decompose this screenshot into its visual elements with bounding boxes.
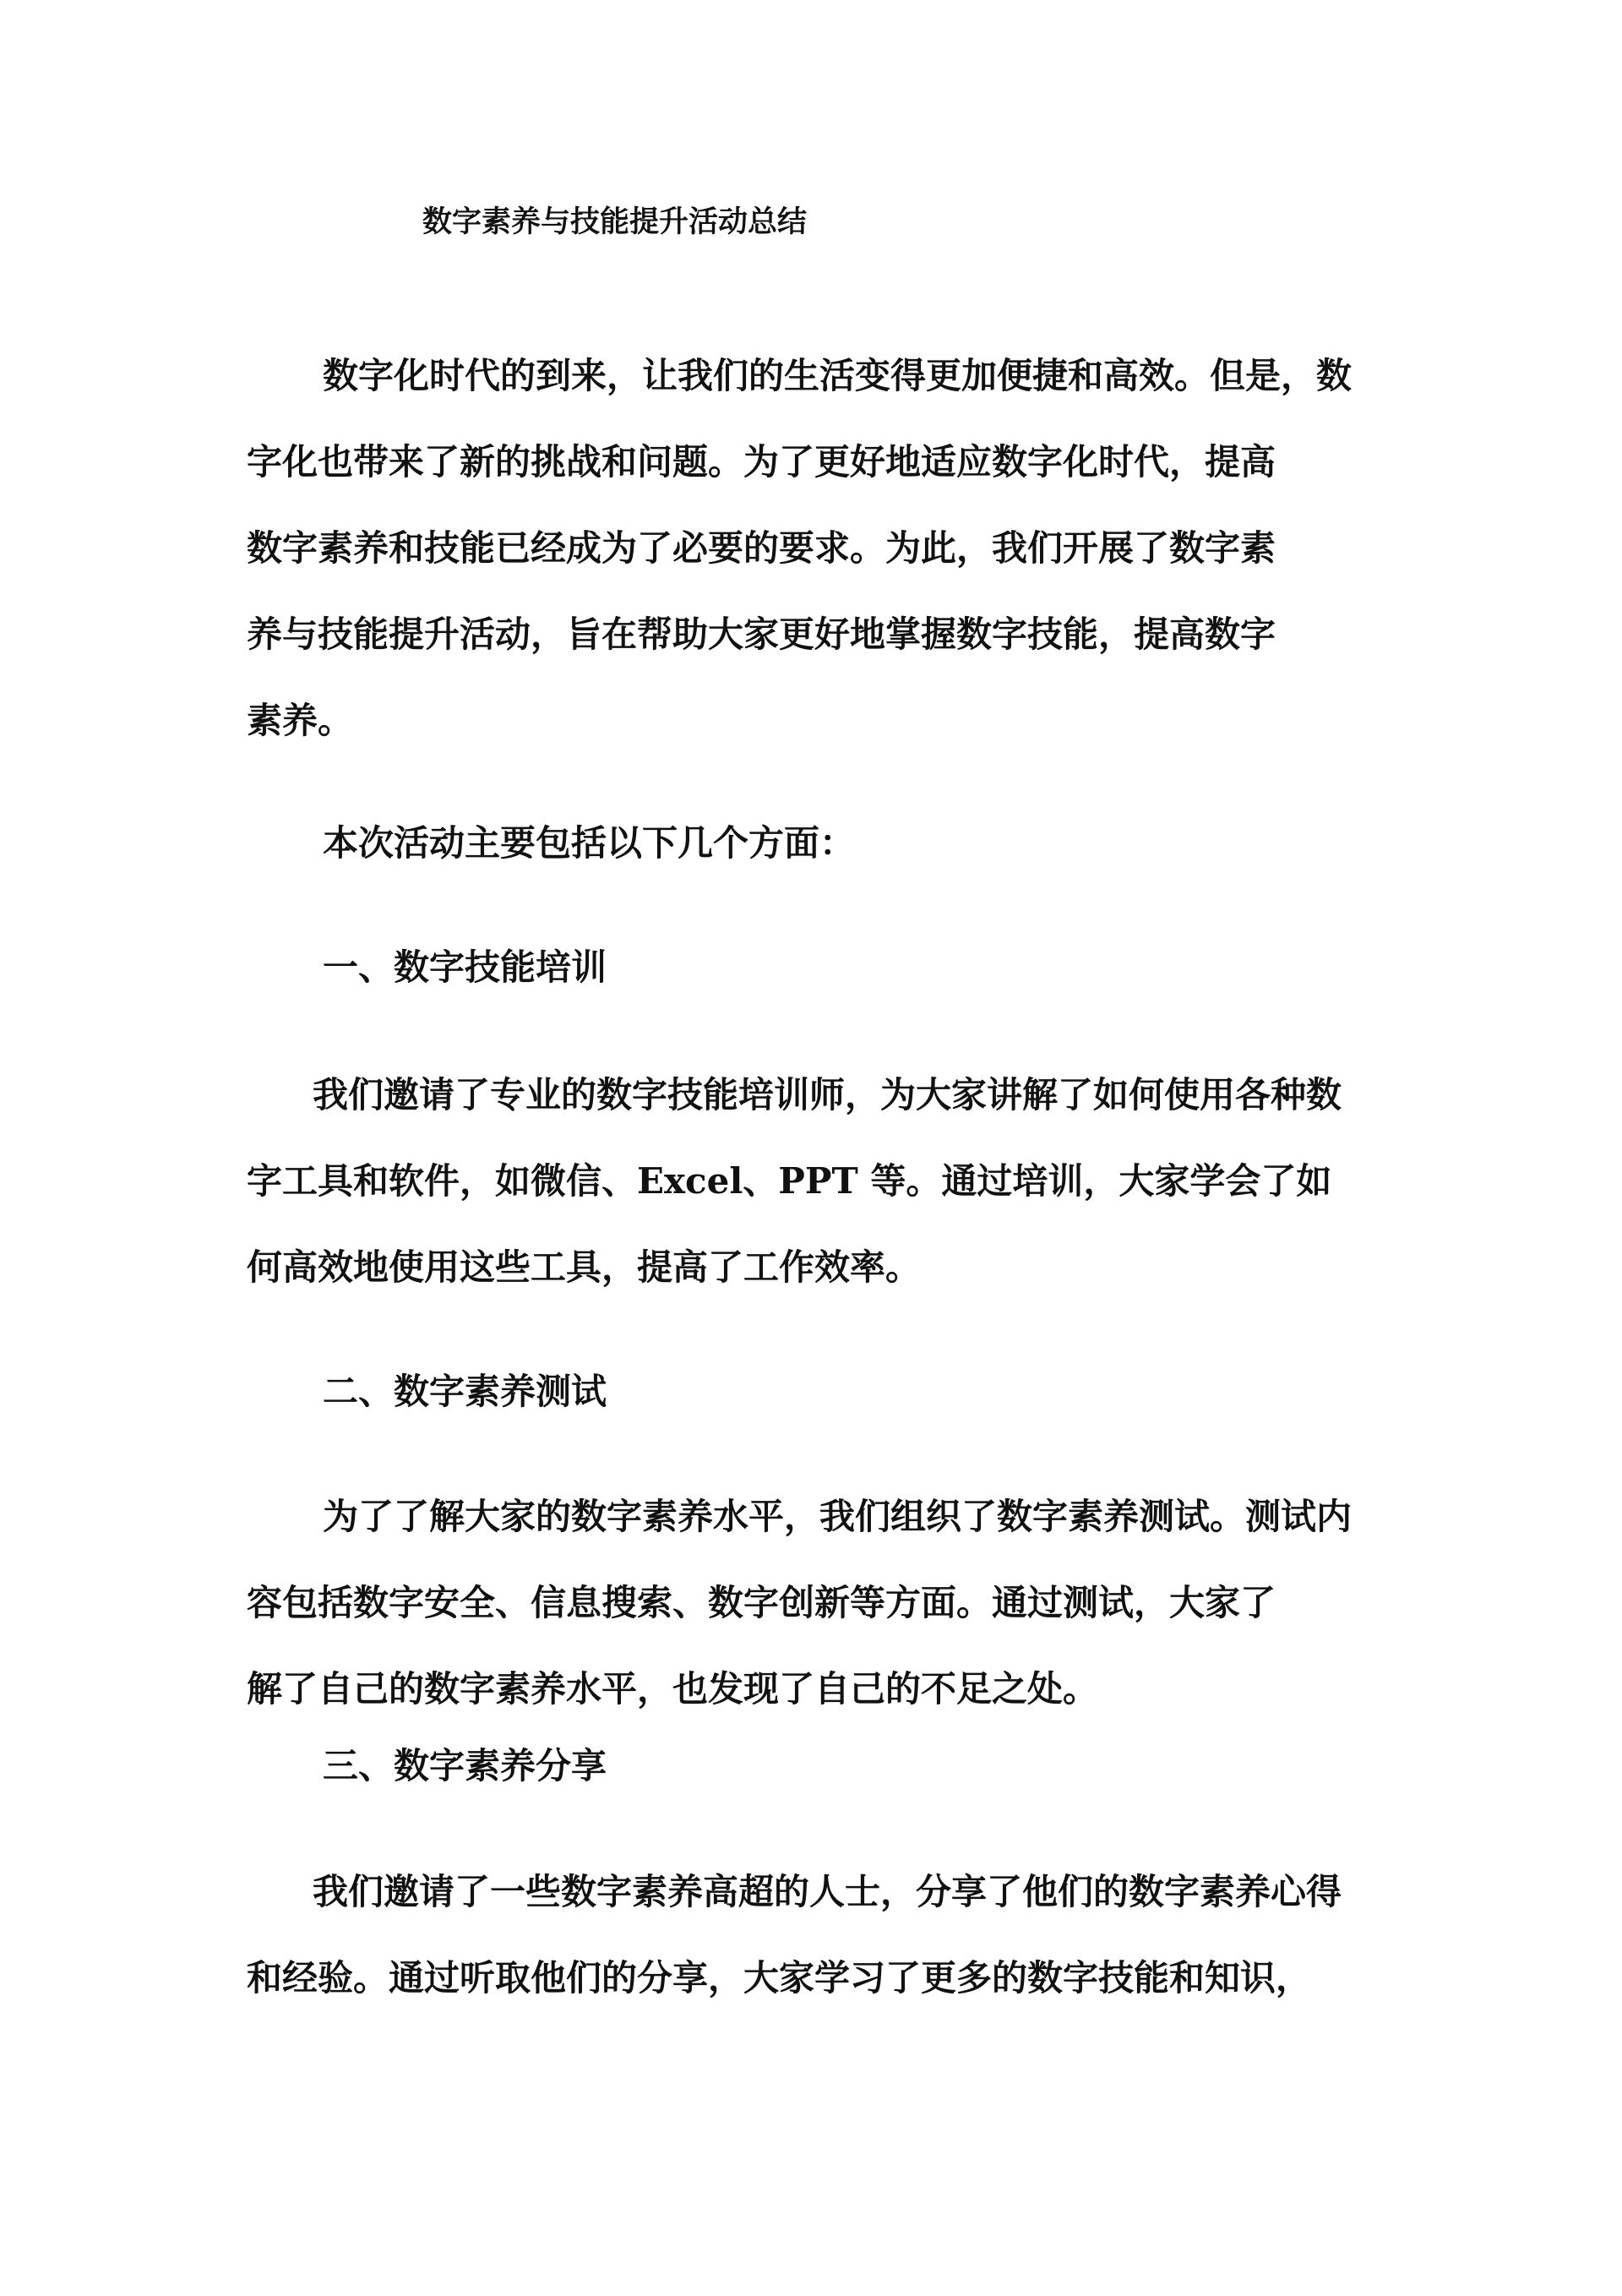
paragraph-line: 字工具和软件，如微信、Excel、PPT 等。通过培训，大家学会了如 bbox=[247, 1160, 1332, 1202]
paragraph-line: 为了了解大家的数字素养水平，我们组织了数字素养测试。测试内 bbox=[323, 1496, 1353, 1537]
paragraph-line: 数字化时代的到来，让我们的生活变得更加便捷和高效。但是，数 bbox=[323, 355, 1353, 396]
section-heading: 一、数字技能培训 bbox=[323, 946, 607, 988]
overview-text: 本次活动主要包括以下几个方面： bbox=[323, 822, 856, 864]
intro-paragraph bbox=[247, 333, 1429, 764]
section-paragraph bbox=[247, 1052, 1429, 1311]
paragraph-line: 字化也带来了新的挑战和问题。为了更好地适应数字化时代，提高 bbox=[247, 441, 1276, 483]
section-heading: 三、数字素养分享 bbox=[323, 1745, 607, 1786]
section-paragraph bbox=[247, 1474, 1429, 1732]
paragraph-line: 我们邀请了专业的数字技能培训师，为大家讲解了如何使用各种数 bbox=[313, 1074, 1342, 1115]
paragraph-line: 素养。 bbox=[247, 700, 354, 741]
paragraph-line: 容包括数字安全、信息搜索、数字创新等方面。通过测试，大家了 bbox=[247, 1582, 1276, 1623]
section-heading: 二、数字素养测试 bbox=[323, 1371, 607, 1412]
paragraph-line: 解了自己的数字素养水平，也发现了自己的不足之处。 bbox=[247, 1668, 1099, 1710]
paragraph-line: 何高效地使用这些工具，提高了工作效率。 bbox=[247, 1246, 922, 1288]
paragraph-line: 数字素养和技能已经成为了必要的要求。为此，我们开展了数字素 bbox=[247, 527, 1276, 569]
document-title: 数字素养与技能提升活动总结 bbox=[422, 205, 808, 239]
section-paragraph bbox=[247, 1849, 1429, 2021]
paragraph-line: 养与技能提升活动，旨在帮助大家更好地掌握数字技能，提高数字 bbox=[247, 614, 1276, 655]
paragraph-line: 和经验。通过听取他们的分享，大家学习了更多的数字技能和知识， bbox=[247, 1957, 1312, 1999]
paragraph-line: 我们邀请了一些数字素养高超的人士，分享了他们的数字素养心得 bbox=[313, 1871, 1342, 1912]
